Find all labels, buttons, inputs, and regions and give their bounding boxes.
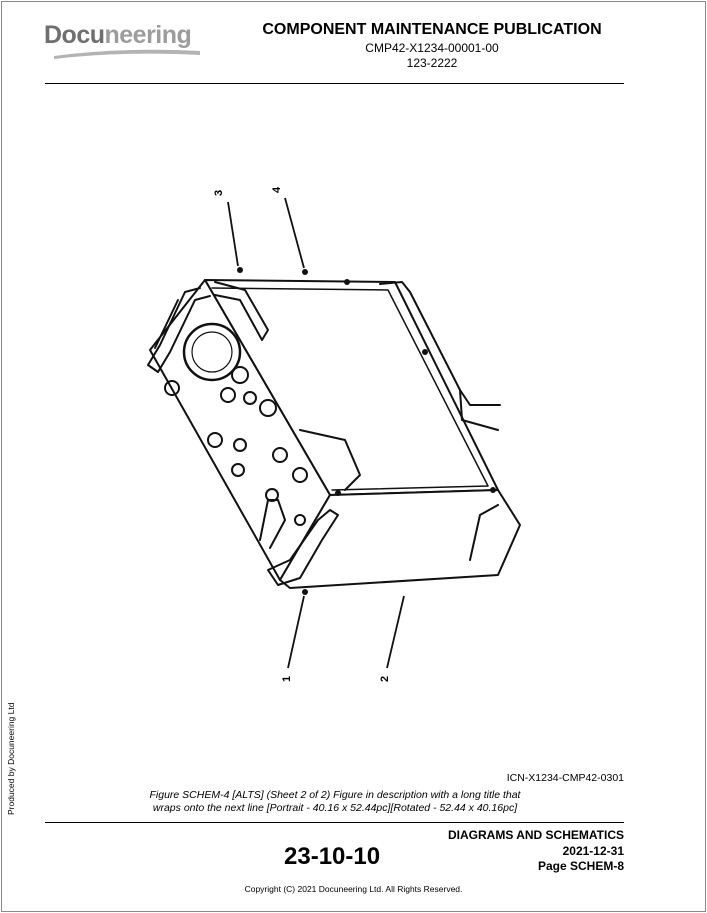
document-number: CMP42-X1234-00001-00 (365, 41, 499, 55)
publication-title: COMPONENT MAINTENANCE PUBLICATION (262, 21, 602, 38)
callout-2: 2 (379, 675, 391, 682)
footer-rule (45, 822, 624, 823)
issue-date: 2021-12-31 (562, 844, 624, 858)
producer-note: Produced by Docuneering Ltd (6, 702, 16, 815)
section-title: DIAGRAMS AND SCHEMATICS (448, 828, 624, 842)
logo-text-prefix: Docu (44, 21, 105, 49)
figure-caption-line-1: Figure SCHEM-4 [ALTS] (Sheet 2 of 2) Figure in description with a long title that (149, 789, 521, 801)
callout-1: 1 (281, 675, 293, 682)
figure-caption-line-2: wraps onto the next line [Portrait - 40.16 x 52.44pc][Rotated - 52.44 x 40.16pc] (152, 802, 518, 814)
logo-text-suffix: neering (104, 21, 192, 49)
callout-3: 3 (213, 189, 225, 196)
copyright-notice: Copyright (C) 2021 Docuneering Ltd. All Rights Reserved. (244, 884, 463, 894)
chapter-code: 23-10-10 (284, 843, 381, 870)
illustration-control-number: ICN-X1234-CMP42-0301 (506, 772, 624, 784)
part-number: 123-2222 (406, 56, 458, 70)
page-number: Page SCHEM-8 (537, 859, 624, 873)
callout-4: 4 (271, 186, 283, 193)
figure-caption (110, 789, 560, 815)
